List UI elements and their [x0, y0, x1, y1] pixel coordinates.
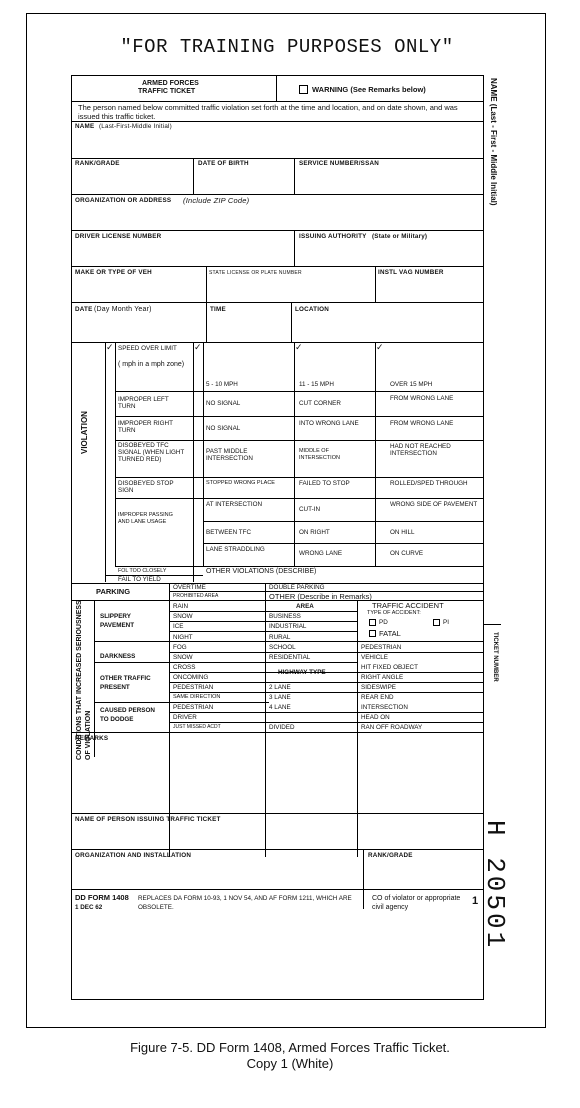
passing-2-c3[interactable]: ON HILL	[390, 529, 415, 536]
violation-row-1-c2[interactable]: CUT CORNER	[299, 400, 341, 407]
area-residential[interactable]: RESIDENTIAL	[269, 654, 311, 661]
accident-head-on[interactable]: HEAD ON	[361, 714, 390, 721]
plate-label: STATE LICENSE OR PLATE NUMBER	[209, 270, 302, 276]
parking-label: PARKING	[96, 587, 131, 596]
follow-close[interactable]: FOL TOO CLOSELY	[118, 568, 167, 574]
name-field[interactable]	[72, 131, 483, 157]
passing-label: IMPROPER PASSING AND LANE USAGE	[118, 512, 173, 525]
license-label: DRIVER LICENSE NUMBER	[75, 233, 162, 240]
passing-3-c3[interactable]: ON CURVE	[390, 550, 424, 557]
instl-label: INSTL VAG NUMBER	[378, 269, 444, 276]
violation-row-2-c3[interactable]: FROM WRONG LANE	[390, 420, 454, 427]
accident-ran-off[interactable]: RAN OFF ROADWAY	[361, 724, 423, 731]
other-traffic-label: OTHER TRAFFIC PRESENT	[100, 675, 151, 691]
violation-row-3-c3[interactable]: HAD NOT REACHED INTERSECTION	[390, 443, 451, 457]
accident-head: TRAFFIC ACCIDENT	[372, 601, 444, 610]
check-mark-icon: ✓	[106, 342, 114, 352]
copy-number: 1	[472, 895, 479, 907]
authority-hint: (State or Military)	[372, 233, 428, 240]
area-business[interactable]: BUSINESS	[269, 613, 301, 620]
area-rural[interactable]: RURAL	[269, 634, 291, 641]
darkness-night[interactable]: NIGHT	[173, 634, 193, 641]
form-title-line2: TRAFFIC TICKET	[138, 88, 196, 95]
warning-label: WARNING (See Remarks below)	[312, 85, 426, 94]
accident-hit-fixed[interactable]: HIT FIXED OBJECT	[361, 664, 418, 671]
side-strip	[480, 75, 510, 1000]
fatal-label: FATAL	[379, 629, 401, 638]
check-mark-icon: ✓	[194, 342, 202, 352]
parking-prohibited[interactable]: PROHIBITED AREA	[173, 593, 219, 599]
parking-overtime[interactable]: OVERTIME	[173, 584, 206, 591]
rank-label: RANK/GRADE	[75, 160, 120, 167]
name-label: NAME	[75, 123, 95, 130]
training-banner: "FOR TRAINING PURPOSES ONLY"	[120, 36, 454, 58]
accident-intersection[interactable]: INTERSECTION	[361, 704, 408, 711]
figure-caption	[0, 1040, 580, 1072]
org-hint: (Include ZIP Code)	[183, 196, 250, 205]
slippery-label: SLIPPERY PAVEMENT	[100, 613, 135, 629]
form-number: DD FORM 1408	[75, 893, 129, 902]
caused-just-missed[interactable]: JUST MISSED ACDT	[173, 724, 221, 730]
copy-to: CO of violator or appropriate civil agency	[372, 895, 461, 911]
area-head: AREA	[296, 603, 314, 610]
pi-label: PI	[443, 619, 449, 626]
fail-yield[interactable]: FAIL TO YIELD	[118, 576, 161, 583]
speed-11-15[interactable]: 11 - 15 MPH	[299, 381, 334, 388]
speed-over-15[interactable]: OVER 15 MPH	[390, 381, 433, 388]
traffic-oncoming[interactable]: ONCOMING	[173, 674, 209, 681]
darkness-label: DARKNESS	[100, 653, 136, 660]
violation-row-4-label: DISOBEYED STOP SIGN	[118, 480, 174, 494]
slippery-ice[interactable]: ICE	[173, 623, 184, 630]
date-label: DATE	[75, 306, 93, 313]
hwy-3-lane[interactable]: 3 LANE	[269, 694, 291, 701]
org-label: ORGANIZATION OR ADDRESS	[75, 197, 172, 204]
caption-line1: Figure 7-5. DD Form 1408, Armed Forces Traffic Ticket.	[130, 1040, 450, 1055]
darkness-fog[interactable]: FOG	[173, 644, 187, 651]
area-industrial[interactable]: INDUSTRIAL	[269, 623, 307, 630]
speed-over-label: SPEED OVER LIMIT	[118, 345, 177, 352]
passing-3-c1[interactable]: LANE STRADDLING	[206, 546, 265, 553]
speed-zone-hint: ( mph in a mph zone)	[118, 361, 185, 368]
location-label: LOCATION	[295, 306, 330, 313]
form-title-line1: ARMED FORCES	[142, 80, 199, 87]
passing-3-c2[interactable]: WRONG LANE	[299, 550, 343, 557]
parking-other[interactable]: OTHER (Describe in Remarks)	[269, 592, 372, 601]
check-mark-icon: ✓	[295, 342, 303, 352]
violation-row-1-c1[interactable]: NO SIGNAL	[206, 400, 241, 407]
remarks-label: REMARKS	[75, 735, 109, 742]
passing-2-c1[interactable]: BETWEEN TFC	[206, 529, 252, 536]
conditions-side-label: CONDITIONS THAT INCREASED SERIOUSNESS OF VIOLATION	[76, 600, 92, 760]
fatal-checkbox[interactable]	[369, 630, 376, 637]
violation-row-2-c1[interactable]: NO SIGNAL	[206, 425, 241, 432]
warning-checkbox[interactable]	[299, 85, 308, 94]
accident-rear-end[interactable]: REAR END	[361, 694, 394, 701]
pd-checkbox[interactable]	[369, 619, 376, 626]
caused-label: CAUSED PERSON TO DODGE	[100, 707, 155, 723]
other-violations[interactable]: OTHER VIOLATIONS (DESCRIBE)	[206, 568, 317, 575]
caused-driver[interactable]: DRIVER	[173, 714, 197, 721]
violation-row-4-c1[interactable]: STOPPED WRONG PLACE	[206, 480, 275, 486]
traffic-ticket-form	[71, 75, 484, 1000]
violation-side-label: VIOLATION	[80, 411, 89, 454]
passing-1-c2[interactable]: CUT-IN	[299, 506, 320, 513]
passing-1-c1[interactable]: AT INTERSECTION	[206, 501, 263, 508]
passing-2-c2[interactable]: ON RIGHT	[299, 529, 330, 536]
rank2-label: RANK/GRADE	[368, 852, 413, 859]
area-school[interactable]: SCHOOL	[269, 644, 296, 651]
slippery-snow[interactable]: SNOW	[173, 613, 193, 620]
pi-checkbox[interactable]	[433, 619, 440, 626]
authority-label: ISSUING AUTHORITY	[299, 233, 367, 240]
traffic-pedestrian[interactable]: PEDESTRIAN	[173, 684, 214, 691]
violation-row-4-c2[interactable]: FAILED TO STOP	[299, 480, 350, 487]
violation-row-3-label: DISOBEYED TFC SIGNAL (WHEN LIGHT TURNED RED)	[118, 442, 185, 463]
dob-label: DATE OF BIRTH	[198, 160, 249, 167]
violation-row-4-c3[interactable]: ROLLED/SPED THROUGH	[390, 480, 468, 487]
traffic-same-dir[interactable]: SAME DIRECTION	[173, 694, 221, 700]
slippery-rain[interactable]: RAIN	[173, 603, 189, 610]
org-install-label: ORGANIZATION AND INSTALLATION	[75, 852, 192, 859]
violation-row-2-label: IMPROPER RIGHT TURN	[118, 420, 173, 434]
remarks-field[interactable]	[72, 743, 483, 811]
traffic-cross[interactable]: CROSS	[173, 664, 196, 671]
violation-row-1-label: IMPROPER LEFT TURN	[118, 396, 169, 410]
accident-type: TYPE OF ACCIDENT:	[367, 610, 421, 616]
violation-row-2-c2[interactable]: INTO WRONG LANE	[299, 420, 359, 427]
violation-row-1-c3[interactable]: FROM WRONG LANE	[390, 395, 454, 402]
ssn-label: SERVICE NUMBER/SSAN	[299, 160, 379, 167]
accident-pedestrian[interactable]: PEDESTRIAN	[361, 644, 402, 651]
form-date: 1 DEC 62	[75, 904, 103, 911]
hwy-divided[interactable]: DIVIDED	[269, 724, 295, 731]
replaces-text: REPLACES DA FORM 10-93, 1 NOV 54, AND AF FORM 1211, WHICH ARE OBSOLETE.	[138, 895, 352, 911]
darkness-snow[interactable]: SNOW	[173, 654, 193, 661]
ticket-number: H 20501	[480, 820, 510, 951]
passing-1-c3[interactable]: WRONG SIDE OF PAVEMENT	[390, 501, 478, 508]
name-hint: (Last-First-Middle Initial)	[99, 123, 172, 130]
side-name-label: NAME (Last - First - Middle Initial)	[489, 78, 498, 206]
check-mark-icon: ✓	[376, 342, 384, 352]
violation-row-3-c1[interactable]: PAST MIDDLE INTERSECTION	[206, 448, 253, 462]
date-hint: (Day Month Year)	[94, 306, 152, 313]
accident-sideswipe[interactable]: SIDESWIPE	[361, 684, 396, 691]
speed-5-10[interactable]: 5 - 10 MPH	[206, 381, 238, 388]
caption-line2: Copy 1 (White)	[246, 1056, 334, 1071]
caused-pedestrian[interactable]: PEDESTRIAN	[173, 704, 214, 711]
pd-label: PD	[379, 619, 388, 626]
make-label: MAKE OR TYPE OF VEH	[75, 269, 152, 276]
parking-double[interactable]: DOUBLE PARKING	[269, 584, 325, 591]
violation-row-3-c2[interactable]: MIDDLE OF INTERSECTION	[299, 448, 340, 461]
ticket-number-label: TICKET NUMBER	[492, 632, 498, 682]
hwy-2-lane[interactable]: 2 LANE	[269, 684, 291, 691]
accident-vehicle[interactable]: VEHICLE	[361, 654, 388, 661]
time-label: TIME	[210, 306, 226, 313]
issuer-label: NAME OF PERSON ISSUING TRAFFIC TICKET	[75, 816, 221, 823]
accident-right-angle[interactable]: RIGHT ANGLE	[361, 674, 404, 681]
intro-text: The person named below committed traffic violation set forth at the time and location, and on date shown, and was issued this traffic ticket.	[78, 103, 458, 121]
hwy-type-label: HIGHWAY TYPE	[278, 669, 326, 676]
hwy-4-lane[interactable]: 4 LANE	[269, 704, 291, 711]
